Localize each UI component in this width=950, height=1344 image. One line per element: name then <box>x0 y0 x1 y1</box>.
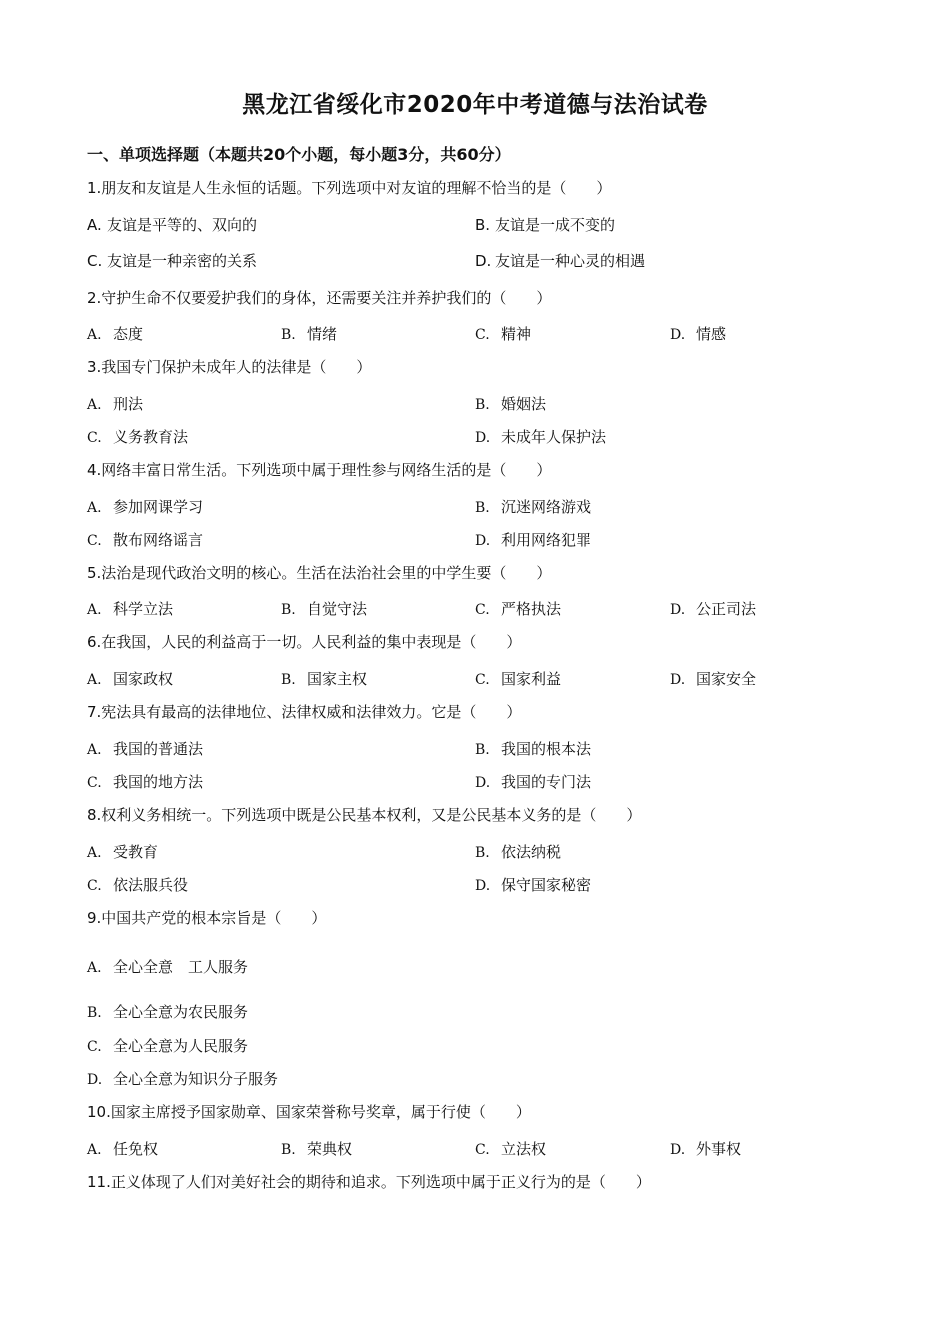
question-stem: 6.在我国，人民的利益高于一切。人民利益的集中表现是（ ） <box>87 633 522 651</box>
option-a: A. 参加网课学习 <box>87 498 204 516</box>
option-b: B. 依法纳税 <box>475 843 562 861</box>
question-stem: 11.正义体现了人们对美好社会的期待和追求。下列选项中属于正义行为的是（ ） <box>87 1173 651 1191</box>
option-d: D. 国家安全 <box>670 670 757 688</box>
option-b: B. 国家主权 <box>281 670 368 688</box>
option-a: A. 科学立法 <box>87 600 174 618</box>
question-stem: 2.守护生命不仅要爱护我们的身体，还需要关注并养护我们的（ ） <box>87 289 552 307</box>
question-stem: 7.宪法具有最高的法律地位、法律权威和法律效力。它是（ ） <box>87 703 522 721</box>
option-c: C. 散布网络谣言 <box>87 531 204 549</box>
option-d: D. 全心全意为知识分子服务 <box>87 1070 279 1088</box>
option-a: A. 我国的普通法 <box>87 740 204 758</box>
option-b: B. 全心全意为农民服务 <box>87 1003 249 1021</box>
section-heading: 一、单项选择题（本题共20个小题，每小题3分，共60分） <box>87 145 511 164</box>
option-a: A. 全心全意 工人服务 <box>87 958 249 976</box>
page-title: 黑龙江省绥化市2020年中考道德与法治试卷 <box>242 92 708 118</box>
option-a: A. 受教育 <box>87 843 159 861</box>
option-c: C. 严格执法 <box>475 600 562 618</box>
option-d: D. 情感 <box>670 325 727 343</box>
question-stem: 5.法治是现代政治文明的核心。生活在法治社会里的中学生要（ ） <box>87 564 552 582</box>
option-a: A. 国家政权 <box>87 670 174 688</box>
option-a: A. 任免权 <box>87 1140 159 1158</box>
option-c: C. 义务教育法 <box>87 428 189 446</box>
option-b: B. 婚姻法 <box>475 395 547 413</box>
question-stem: 10.国家主席授予国家勋章、国家荣誉称号奖章，属于行使（ ） <box>87 1103 531 1121</box>
option-b: B. 我国的根本法 <box>475 740 592 758</box>
option-b: B. 友谊是一成不变的 <box>475 216 616 234</box>
option-c: C. 我国的地方法 <box>87 773 204 791</box>
option-d: D. 未成年人保护法 <box>475 428 607 446</box>
option-c: C. 依法服兵役 <box>87 876 189 894</box>
option-b: B. 沉迷网络游戏 <box>475 498 592 516</box>
question-stem: 9.中国共产党的根本宗旨是（ ） <box>87 909 327 927</box>
option-d: D. 公正司法 <box>670 600 757 618</box>
option-b: B. 情绪 <box>281 325 338 343</box>
option-b: B. 荣典权 <box>281 1140 353 1158</box>
option-d: D. 友谊是一种心灵的相遇 <box>475 252 646 270</box>
option-a: A. 刑法 <box>87 395 144 413</box>
option-a: A. 态度 <box>87 325 144 343</box>
option-c: C. 精神 <box>475 325 532 343</box>
question-stem: 4.网络丰富日常生活。下列选项中属于理性参与网络生活的是（ ） <box>87 461 552 479</box>
option-b: B. 自觉守法 <box>281 600 368 618</box>
option-a: A. 友谊是平等的、双向的 <box>87 216 258 234</box>
option-c: C. 全心全意为人民服务 <box>87 1037 249 1055</box>
option-c: C. 立法权 <box>475 1140 547 1158</box>
option-c: C. 国家利益 <box>475 670 562 688</box>
option-d: D. 利用网络犯罪 <box>475 531 592 549</box>
option-d: D. 保守国家秘密 <box>475 876 592 894</box>
option-c: C. 友谊是一种亲密的关系 <box>87 252 258 270</box>
question-stem: 8.权利义务相统一。下列选项中既是公民基本权利，又是公民基本义务的是（ ） <box>87 806 642 824</box>
question-stem: 1.朋友和友谊是人生永恒的话题。下列选项中对友谊的理解不恰当的是（ ） <box>87 179 612 197</box>
question-stem: 3.我国专门保护未成年人的法律是（ ） <box>87 358 372 376</box>
option-d: D. 我国的专门法 <box>475 773 592 791</box>
option-d: D. 外事权 <box>670 1140 742 1158</box>
